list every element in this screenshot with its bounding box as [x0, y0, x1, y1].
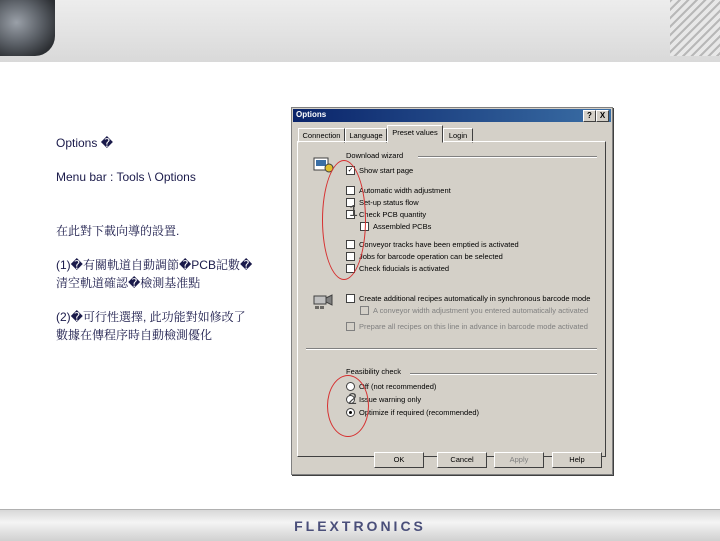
radio-optimize[interactable]: Optimize if required (recommended)	[346, 408, 479, 418]
help-text-button[interactable]: Help	[552, 452, 602, 468]
checkbox-box	[360, 306, 369, 315]
help-button[interactable]: ?	[583, 110, 596, 122]
dialog-title: Options	[296, 110, 327, 119]
feasibility-title: Feasibility check	[346, 367, 402, 376]
note-line: (1)�有關軌道自動調節�PCB記數�	[56, 258, 253, 272]
footer-banner	[0, 509, 720, 541]
banner-projector-graphic	[0, 0, 55, 56]
group-divider	[410, 373, 597, 375]
note-line: Options �	[56, 136, 113, 150]
tab-connection[interactable]: Connection	[298, 128, 345, 143]
apply-button: Apply	[494, 452, 544, 468]
radio-issue-warning[interactable]: Issue warning only	[346, 395, 421, 405]
download-wizard-title: Download wizard	[346, 151, 404, 160]
note-line: 清空軌道確認�檢測基准點	[56, 276, 201, 290]
header-banner	[0, 0, 720, 62]
checkbox-automatic-width[interactable]: Automatic width adjustment	[346, 186, 451, 196]
checkbox-box[interactable]	[346, 294, 355, 303]
checkbox-assembled-pcbs[interactable]: Assembled PCBs	[360, 222, 431, 232]
annotation-number-2: 2	[348, 391, 357, 408]
dialog-titlebar	[293, 109, 611, 122]
tab-preset-values[interactable]: Preset values	[387, 125, 443, 143]
checkbox-check-fiducials[interactable]: Check fiducials is activated	[346, 264, 449, 274]
annotation-circle-1	[322, 160, 366, 280]
barcode-scanner-icon	[312, 292, 334, 310]
checkbox-box	[346, 322, 355, 331]
checkbox-conveyor-emptied[interactable]: Conveyor tracks have been emptied is activated	[346, 240, 519, 250]
checkbox-prepare-all-recipes: Prepare all recipes on this line in advance in barcode mode activated	[346, 322, 588, 332]
brand-logo: FLEXTRONICS	[294, 518, 426, 534]
checkbox-jobs-barcode[interactable]: Jobs for barcode operation can be selected	[346, 252, 503, 262]
note-line: Menu bar : Tools \ Options	[56, 170, 196, 184]
checkbox-setup-status-flow[interactable]: Set-up status flow	[346, 198, 419, 208]
checkbox-check-pcb-quantity[interactable]: Check PCB quantity	[346, 210, 426, 220]
banner-stripe-graphic	[670, 0, 720, 56]
note-line: 在此對下載向導的設置.	[56, 224, 180, 238]
note-line: 數據在傳程序時自動檢測優化	[56, 328, 213, 342]
section-separator	[306, 348, 597, 350]
checkbox-show-start-page[interactable]: ✓ Show start page	[347, 166, 414, 175]
checkbox-create-additional-recipes[interactable]: Create additional recipes automatically in synchronous barcode mode	[346, 294, 590, 304]
ok-button[interactable]: OK	[374, 452, 424, 468]
annotation-number-1: 1	[349, 203, 358, 220]
checkbox-box[interactable]: ✓	[347, 166, 354, 174]
tab-login[interactable]: Login	[443, 128, 473, 143]
group-divider	[418, 156, 597, 158]
radio-off[interactable]: Off (not recommended)	[346, 382, 436, 392]
note-line: (2)�可行性選擇, 此功能對如修改了	[56, 310, 246, 324]
options-dialog	[291, 107, 613, 475]
checkbox-conveyor-width-auto: A conveyor width adjustment you entered automatically activated	[360, 306, 588, 316]
cancel-button[interactable]: Cancel	[437, 452, 487, 468]
close-button[interactable]: X	[596, 110, 609, 122]
tab-language[interactable]: Language	[345, 128, 387, 143]
